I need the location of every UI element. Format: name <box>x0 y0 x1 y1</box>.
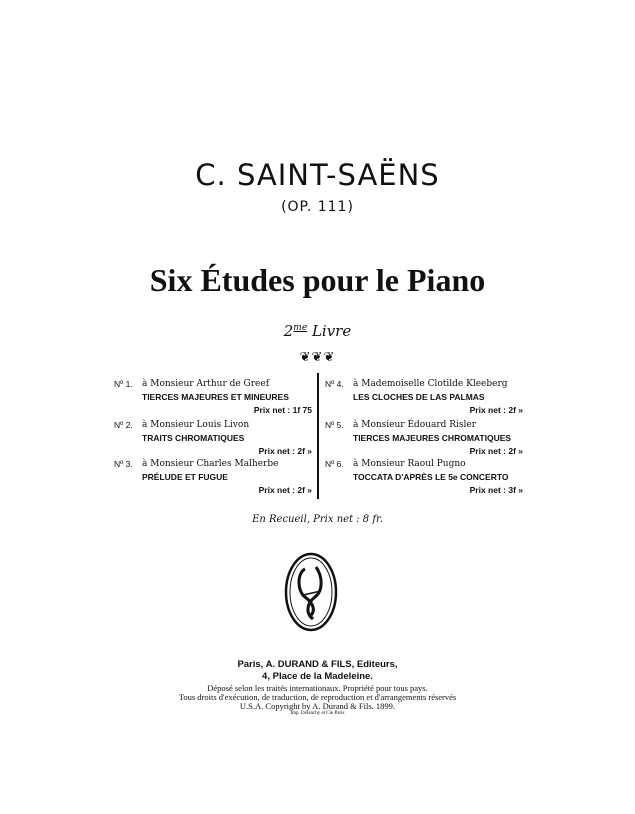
etude-number: Nº 4. <box>325 379 344 389</box>
opus-number: (OP. 111) <box>281 199 354 215</box>
publisher-address: 4, Place de la Madeleine. <box>262 671 373 682</box>
etude-entry-4 <box>325 378 523 415</box>
etude-price: Prix net : 2f » <box>469 446 523 456</box>
copyright-notice: U.S.A. Copyright by A. Durand & Fils. 1899. <box>239 701 396 711</box>
etude-entry-5 <box>325 419 523 456</box>
etude-dedication: à Monsieur Arthur de Greef <box>142 379 270 389</box>
etude-price: Prix net : 2f » <box>469 405 523 415</box>
etude-entry-1 <box>114 378 312 415</box>
book-number-digit: 2 <box>283 322 294 340</box>
printer-credit: Imp. Delanchy et Cie Paris <box>290 711 345 716</box>
etude-number: Nº 1. <box>114 379 133 389</box>
column-divider <box>317 373 319 499</box>
book-number <box>0 322 635 340</box>
etude-dedication: à Monsieur Raoul Pugno <box>353 459 466 469</box>
etude-title: TIERCES MAJEURES ET MINEURES <box>142 392 289 402</box>
etude-number: Nº 2. <box>114 420 133 430</box>
legal-notice-1: Déposé selon les traités internationaux. Propriété pour tous pays. <box>207 683 428 693</box>
etude-number: Nº 5. <box>325 420 344 430</box>
legal-notice-2: Tous droits d'exécution, de traduction, de reproduction et d'arrangements réservés <box>178 692 457 702</box>
etude-price: Prix net : 1f 75 <box>253 405 312 415</box>
etude-dedication: à Monsieur Édouard Risler <box>353 420 477 430</box>
page-title: Six Études pour le Piano <box>149 262 486 298</box>
publisher-name: Paris, A. DURAND & FILS, Editeurs, <box>237 659 398 670</box>
etude-entry-2 <box>114 419 312 456</box>
etude-entry-6 <box>325 458 523 495</box>
etude-price: Prix net : 2f » <box>258 446 312 456</box>
etude-title: TIERCES MAJEURES CHROMATIQUES <box>353 433 512 443</box>
etude-title: LES CLOCHES DE LAS PALMAS <box>353 392 485 402</box>
etude-number: Nº 3. <box>114 459 133 469</box>
book-number-suffix: me <box>293 323 308 333</box>
etude-entry-3 <box>114 458 312 495</box>
etude-dedication: à Monsieur Louis Livon <box>142 420 250 430</box>
etude-dedication: à Monsieur Charles Malherbe <box>142 459 279 469</box>
fleuron-ornament: ❦❦❦ <box>299 349 336 364</box>
composer-name: C. SAINT-SAËNS <box>195 158 440 192</box>
collection-price: En Recueil, Prix net : 8 fr. <box>252 514 383 525</box>
etude-price: Prix net : 2f » <box>258 485 312 495</box>
etude-number: Nº 6. <box>325 459 344 469</box>
etude-dedication: à Mademoiselle Clotilde Kleeberg <box>353 379 508 389</box>
book-word: Livre <box>311 322 352 340</box>
etude-title: TRAITS CHROMATIQUES <box>142 433 245 443</box>
publisher-logo <box>283 551 339 633</box>
etude-price: Prix net : 3f » <box>469 485 523 495</box>
etude-title: TOCCATA D'APRÈS LE 5e CONCERTO <box>353 472 509 482</box>
etude-title: PRÉLUDE ET FUGUE <box>142 472 228 482</box>
